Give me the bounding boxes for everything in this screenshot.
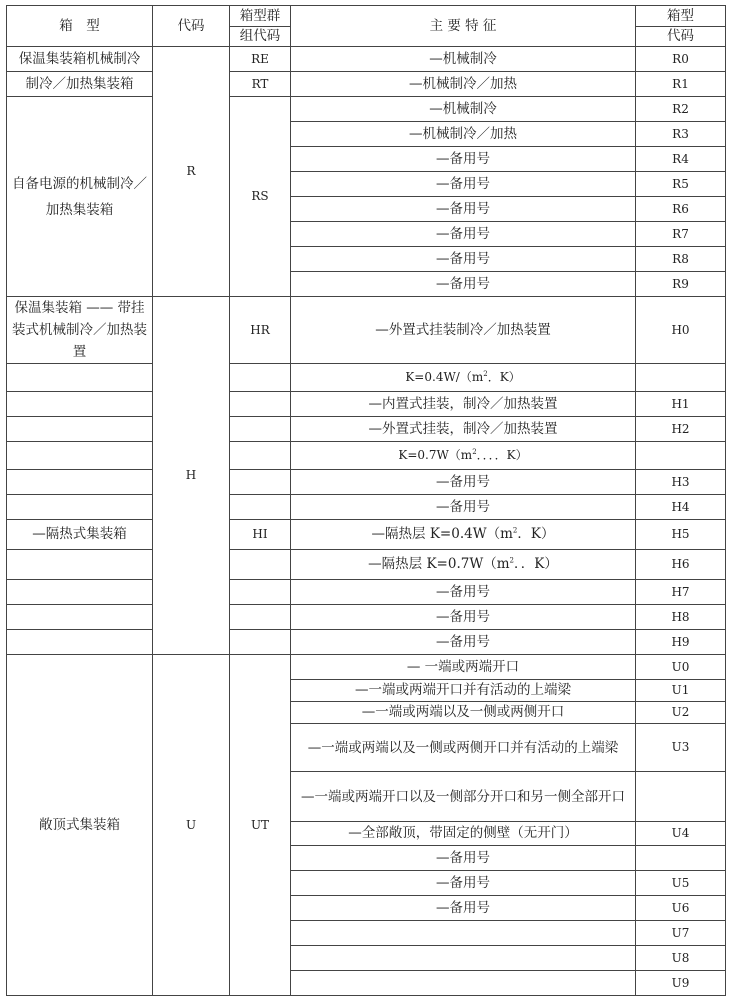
feature-r1: —机械制冷／加热 [291,72,636,97]
type-empty [7,495,153,520]
feature-u9 [291,971,636,996]
feature-r2: —机械制冷 [291,97,636,122]
typecode-h9: H9 [636,630,726,655]
group-empty [230,580,291,605]
typecode-r6: R6 [636,197,726,222]
typecode-u0: U0 [636,655,726,680]
feature-k07: $K=0.7W(m^2$．．．．K） [291,442,636,470]
group-empty [230,470,291,495]
header-features: 主 要 特 征 [291,6,636,47]
header-type: 箱 型 [7,6,153,47]
header-code: 代码 [153,6,230,47]
typecode-r1: R1 [636,72,726,97]
group-empty [230,630,291,655]
typecode-h8: H8 [636,605,726,630]
typecode-h7: H7 [636,580,726,605]
typecode-h4: H4 [636,495,726,520]
type-rt: 制冷／加热集装箱 [7,72,153,97]
feature-h0: —外置式挂装制冷／加热装置 [291,297,636,364]
feature-u-partial: —一端或两端开口以及一侧部分开口和另一侧全部开口 [291,772,636,822]
feature-r7: —备用号 [291,222,636,247]
typecode-h5: H5 [636,520,726,550]
typecode-u1: U1 [636,680,726,702]
type-empty [7,605,153,630]
feature-u2: —一端或两端以及一侧或两侧开口 [291,702,636,724]
code-r: R [153,47,230,297]
typecode-u4: U4 [636,822,726,846]
feature-h3: —备用号 [291,470,636,495]
feature-r4: —备用号 [291,147,636,172]
typecode-h6: H6 [636,550,726,580]
feature-h8: —备用号 [291,605,636,630]
feature-u6: —备用号 [291,896,636,921]
typecode-empty [636,364,726,392]
group-empty [230,417,291,442]
group-rt: RT [230,72,291,97]
group-re: RE [230,47,291,72]
typecode-u2: U2 [636,702,726,724]
group-hi: HI [230,520,291,550]
type-empty [7,550,153,580]
feature-h1: —内置式挂装，制冷／加热装置 [291,392,636,417]
header-typecode-line2: 代码 [636,27,726,47]
feature-spare: —备用号 [291,846,636,871]
group-empty [230,392,291,417]
typecode-r8: R8 [636,247,726,272]
feature-r3: —机械制冷／加热 [291,122,636,147]
type-hr: 保温集装箱 —— 带挂装式机械制冷／加热装置 [7,297,153,364]
feature-h2: —外置式挂装，制冷／加热装置 [291,417,636,442]
container-type-code-table [6,5,726,996]
feature-h4: —备用号 [291,495,636,520]
type-empty [7,470,153,495]
group-rs: RS [230,97,291,297]
group-empty [230,495,291,520]
type-empty [7,580,153,605]
feature-u3: —一端或两端以及一侧或两侧开口并有活动的上端梁 [291,724,636,772]
feature-r8: —备用号 [291,247,636,272]
typecode-h2: H2 [636,417,726,442]
feature-r5: —备用号 [291,172,636,197]
feature-u1: —一端或两端开口并有活动的上端梁 [291,680,636,702]
type-re: 保温集装箱机械制冷 [7,47,153,72]
type-ut: 敞顶式集装箱 [7,655,153,996]
header-group-line1: 箱型群 [230,6,291,27]
type-empty [7,442,153,470]
typecode-h3: H3 [636,470,726,495]
typecode-r3: R3 [636,122,726,147]
typecode-r0: R0 [636,47,726,72]
typecode-r9: R9 [636,272,726,297]
typecode-empty [636,772,726,822]
feature-u4: —全部敞顶，带固定的侧壁（无开门） [291,822,636,846]
group-empty [230,550,291,580]
feature-u5: —备用号 [291,871,636,896]
feature-r6: —备用号 [291,197,636,222]
feature-u8 [291,946,636,971]
feature-r9: —备用号 [291,272,636,297]
typecode-empty [636,442,726,470]
feature-r0: —机械制冷 [291,47,636,72]
type-empty [7,364,153,392]
typecode-u8: U8 [636,946,726,971]
typecode-r5: R5 [636,172,726,197]
typecode-r7: R7 [636,222,726,247]
feature-h9: —备用号 [291,630,636,655]
type-empty [7,417,153,442]
feature-k04: $K=0.4W/(m^2$．K） [291,364,636,392]
feature-u7 [291,921,636,946]
feature-h5: —隔热层 $K=0.4W(m^2$．K） [291,520,636,550]
typecode-u6: U6 [636,896,726,921]
feature-u0: — 一端或两端开口 [291,655,636,680]
typecode-empty [636,846,726,871]
group-empty [230,364,291,392]
group-hr: HR [230,297,291,364]
typecode-u5: U5 [636,871,726,896]
typecode-h0: H0 [636,297,726,364]
code-u: U [153,655,230,996]
typecode-u9: U9 [636,971,726,996]
type-empty [7,392,153,417]
feature-h6: —隔热层 $K=0.7W(m^2$．．K） [291,550,636,580]
group-empty [230,442,291,470]
typecode-h1: H1 [636,392,726,417]
typecode-u3: U3 [636,724,726,772]
header-group-line2: 组代码 [230,27,291,47]
typecode-r4: R4 [636,147,726,172]
code-h: H [153,297,230,655]
feature-h7: —备用号 [291,580,636,605]
group-ut: UT [230,655,291,996]
header-typecode-line1: 箱型 [636,6,726,27]
typecode-u7: U7 [636,921,726,946]
type-hi: —隔热式集装箱 [7,520,153,550]
typecode-r2: R2 [636,97,726,122]
group-empty [230,605,291,630]
type-rs: 自备电源的机械制冷／加热集装箱 [7,97,153,297]
type-empty [7,630,153,655]
